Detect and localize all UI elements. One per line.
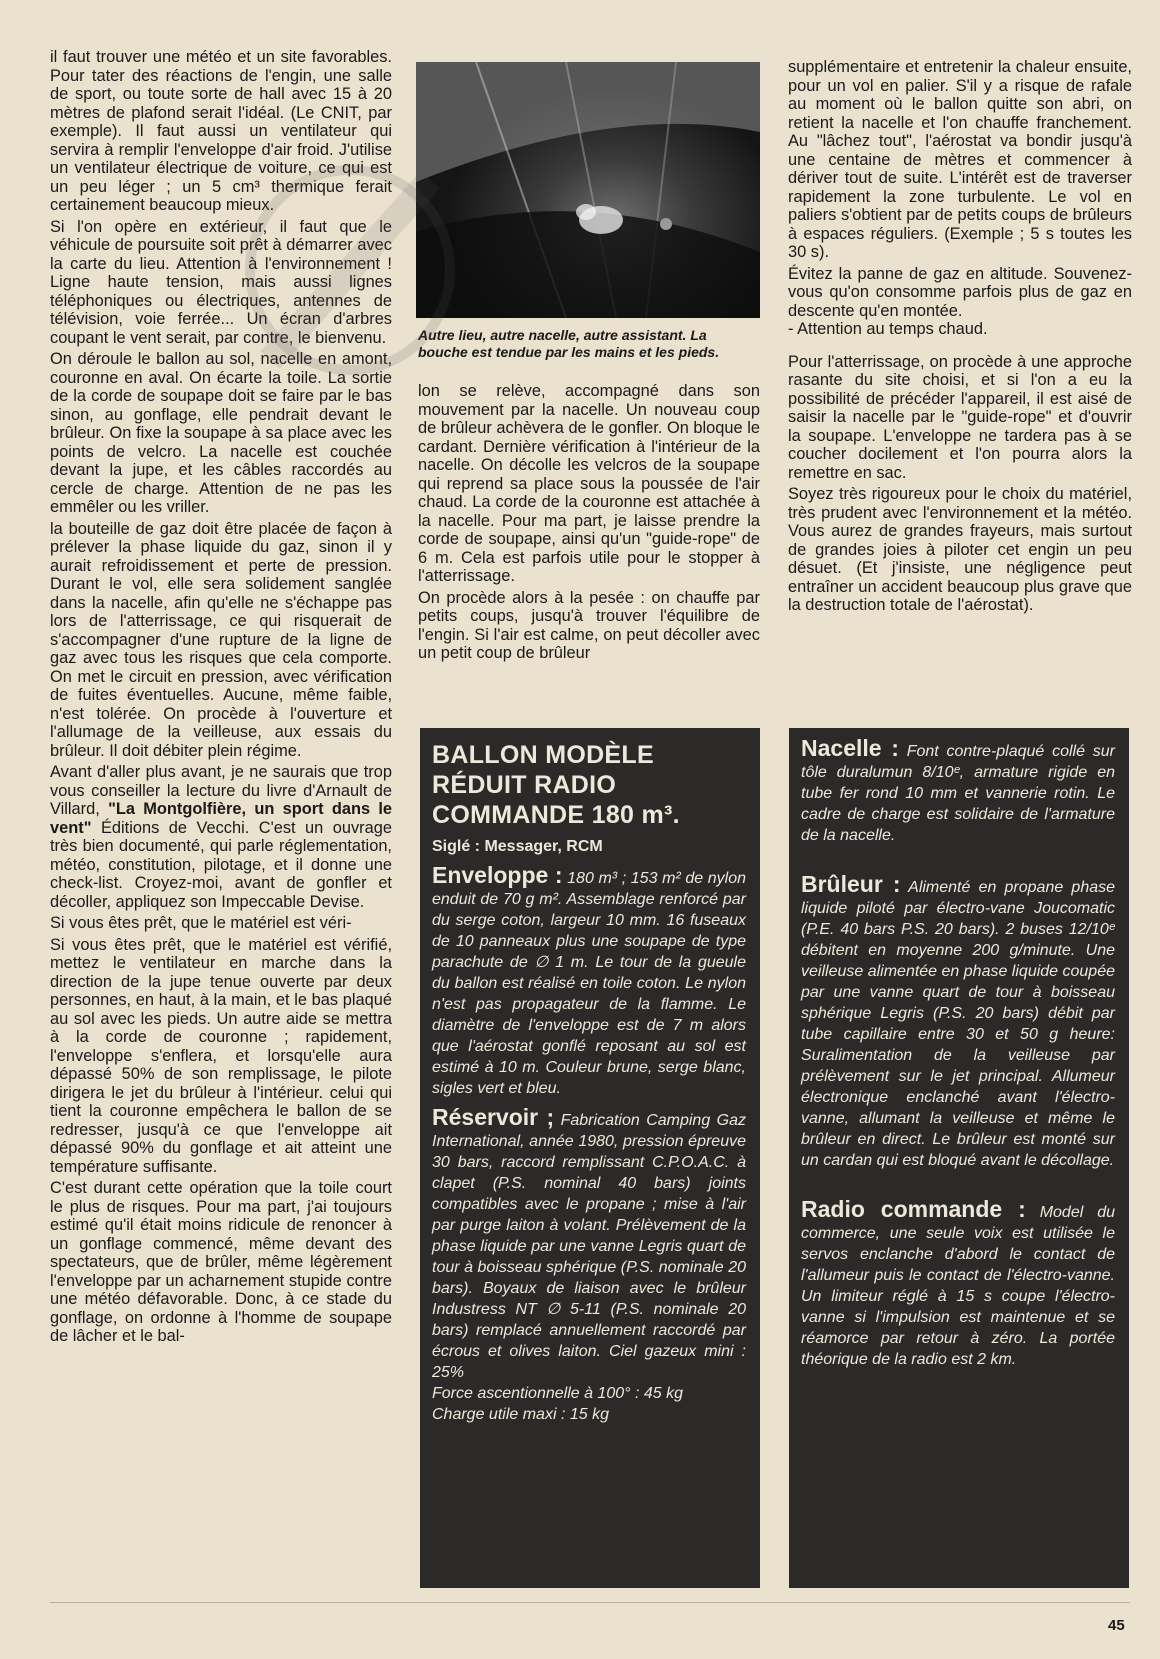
spec-section-enveloppe [432,862,747,1099]
article-column-1 [50,48,392,1349]
spec-section-nacelle [801,735,1115,846]
paragraph: Pour l'atterrissage, on procède à une approche rasante du site choisi, et si l'on a eu la possibilité de précéder l'appareil, il est aisé de saisir la nacelle par le "guide-rope" et d'ouvrir la soupape. L'enveloppe ne tardera pas à se coucher docilement et l'on pourra alors la remettre en sac. [788,352,1132,482]
spec-box-title-line: BALLON MODÈLE [432,741,654,769]
spec-box-balloon [420,728,760,1588]
spec-section-radio [801,1196,1115,1370]
spec-text: Fabrication Camping Gaz International, année 1980, pression épreuve 30 bars, raccord remplissant C.P.O.A.C. à clapet (P.S. nominal 40 bars) joints compatibles avec le propane ; mise à l'air par purge laiton à volant. Prélèvement de la phase liquide par une vanne Legris quart de tour à boisseau sphérique (P.S. nominale 20 bars). Boyaux de liaison avec le brûleur Industress NT ∅ 5-11 (P.S. nominale 20 bars) remplacé annuellement raccordé par écrous et olives laiton. Ciel gazeux mini : 25% [432,1112,747,1381]
paragraph: - Attention au temps chaud. [788,320,988,338]
spec-section-reservoir [432,1104,747,1383]
balloon-photo [416,62,760,318]
spec-box-title-line: RÉDUIT RADIO [432,771,617,799]
spec-box-title-line: COMMANDE 180 m³. [432,801,680,829]
spec-text: Font contre-plaqué collé sur tôle duralumun 8/10ᵉ, armature rigide en tube fer rond 10 mm et vannerie rotin. Le cadre de charge est solidaire de l'armature de la nacelle. [801,743,1115,844]
spec-text: Model du commerce, une seule voix est utilisée le servos enclanche d'abord le contact de l'allumeur puis le contact de l'électro-vanne. Un limiteur réglé à 15 s coupe l'électro-vanne si l'impulsion est maintenue et se réamorce par retour à zéro. La portée théorique de la radio est 2 km. [801,1204,1115,1368]
paragraph-book-reference [50,763,392,911]
paragraph-text: Éditions de Vecchi. C'est un ouvrage très bien documenté, qui parle réglementation, météo, constitution, pilotage, et il donne une check-list. Croyez-moi, avant de gonfler et décoller, appliquez son Impeccable Devise. [50,818,392,911]
paragraph: Si l'on opère en extérieur, il faut que le véhicule de poursuite soit prêt à démarrer avec la carte du lieu. Attention à l'environnement ! Ligne haute tension, mais aussi lignes téléphoniques ou électriques, antennes de télévision, voie ferrée... Un écran d'arbres coupant le vent serait, par contre, le bienvenu. [50,217,392,347]
spec-section-bruleur [801,871,1116,1171]
footer-rule [50,1602,1130,1603]
spec-box-equipment [789,728,1129,1588]
paragraph: C'est durant cette opération que la toile court le plus de risques. Pour ma part, j'ai toujours estimé qu'il était moins ridicule de renoncer à un gonflage commencé, même devant des spectateurs, que de brûler, même légèrement l'enveloppe par un acharnement stupide contre une météo défavorable. Donc, à ce stade du gonflage, on ordonne à l'homme de soupape de lâcher et le bal- [50,1179,392,1345]
paragraph: la bouteille de gaz doit être placée de façon à prélever la phase liquide du gaz, sinon il y aurait refroidissement et perte de pression. Durant le vol, elle sera solidement sanglée dans la nacelle, afin qu'elle ne s'échappe pas lors de l'atterrissage, ce qui risquerait de s'accompagner d'une rupture de la ligne de gaz avec tous les risques que cela comporte. On met le circuit en pression, avec vérification de fuites éventuelles. Aucune, même faible, n'est tolérée. On procède à l'ouverture et l'allumage de la veilleuse, aux essais du brûleur. Il doit débiter plein régime. [50,519,392,760]
paragraph: il faut trouver une météo et un site favorables. Pour tater des réactions de l'engin, une salle de sport, ou toute sorte de hall avec 15 à 20 mètres de plafond serait l'idéal. (Le CNIT, par exemple). Il faut aussi un ventilateur qui servira à remplir l'enveloppe d'air froid. J'utilise un ventilateur électrique de voiture, ce qui est un peu léger ; un 5 cm³ thermique ferait certainement beaucoup mieux. [50,48,392,214]
paragraph: Soyez très rigoureux pour le choix du matériel, très prudent avec l'environnement et la météo. Vous aurez de grandes frayeurs, mais surtout de grandes joies à piloter cet engin un peu désuet. (Et j'insiste, une négligence peut entraîner un accident beaucoup plus grave que la destruction totale de l'aérostat). [788,485,1132,614]
paragraph: lon se relève, accompagné dans son mouvement par la nacelle. Un nouveau coup de brûleur achèvera de le gonfler. On bloque le cardant. Dernière vérification à l'intérieur de la nacelle. On décolle les velcros de la soupape qui reprend sa place sous la poussée de l'air chaud. La corde de la couronne est attachée à la nacelle. Pour ma part, je laisse prendre la corde de soupape, ainsi qu'un "guide-rope" de 6 m. Cela est parfois utile pour le stopper à l'atterrissage. [418,382,760,585]
spec-text: Alimenté en propane phase liquide piloté par électro-vane Joucomatic (P.E. 40 bars P.S. 20 bars). 2 buses 12/10ᵉ débitent en moyenne 200 g/minute. Une veilleuse alimentée en phase liquide coupée par une vanne quart de tour à boisseau sphérique Legris (P.S. 20 bars) débit par tube capillaire entre 30 et 50 g heure: Suralimentation de la veilleuse par prélèvement sur le jet principal. Allumeur électronique enclanché avant l'électro-vanne, allumant la veilleuse et même le brûleur en direct. Le brûleur est monté sur un cardan qui est bloqué avant le décollage. [801,879,1116,1169]
spec-heading: Réservoir ; [432,1104,555,1130]
spec-heading: Radio commande : [801,1196,1026,1222]
paragraph: On procède alors à la pesée : on chauffe par petits coups, jusqu'à trouver l'équilibre de l'engin. Si l'air est calme, on peut décoller avec un petit coup de brûleur [418,588,760,662]
paragraph-text: Avant d'aller plus avant, je ne saurais que trop vous conseiller la lecture du livre d'Arnault de Villard, [50,763,392,818]
spec-charge-line: Charge utile maxi : 15 kg [432,1406,609,1423]
spec-heading: Nacelle : [801,735,899,761]
spec-box-subtitle: Siglé : Messager, RCM [432,838,603,855]
photo-caption: Autre lieu, autre nacelle, autre assistant. La bouche est tendue par les mains et les pieds. [418,327,720,360]
paragraph: On déroule le ballon au sol, nacelle en amont, couronne en aval. On écarte la toile. La sortie de la corde de soupape doit se faire par le bas sinon, au gonflage, elle pendrait devant le brûleur. On fixe la soupape à sa place avec les points de velcro. La nacelle est couchée devant la jupe, et les câbles raccordés au cercle de charge. Attention de ne pas les emmêler ou les vriller. [50,350,392,516]
spec-heading: Enveloppe : [432,862,563,888]
paragraph: Si vous êtes prêt, que le matériel est vérifié, mettez le ventilateur en marche dans la direction de la jupe tenue ouverte par deux personnes, en haut, à la main, et le bas plaqué au sol avec les pieds. Un autre aide se mettra à la corde de couronne ; rapidement, l'enveloppe s'enflera, et lorsqu'elle aura dépassé 50% de son remplissage, le pilote dirigera le jet du brûleur à l'intérieur. celui qui tient la couronne empêchera le ballon de se redresser, jusqu'à ce que l'enveloppe ait dépassé 90% du gonflage et ait atteint une température suffisante. [50,935,392,1176]
paragraph: Évitez la panne de gaz en altitude. Souvenez-vous qu'on consomme parfois plus de gaz en descente qu'en montée. [788,264,1132,320]
book-title: "La Montgolfière, un sport dans le vent" [50,800,392,837]
paragraph: supplémentaire et entretenir la chaleur ensuite, pour un vol en palier. S'il y a risque de rafale au moment où le ballon quitte son abri, on retient la nacelle et l'on chauffe franchement. Au "lâchez tout", l'aérostat va bondir jusqu'à une centaine de mètres et commencer à dériver tout de suite. L'intérêt est de traverser rapidement la zone turbulente. Le vol en paliers s'obtient par de petits coups de brûleurs à espaces réguliers. (Exemple ; 5 s toutes les 30 s). [788,58,1132,261]
spec-text: 180 m³ ; 153 m² de nylon enduit de 70 g m². Assemblage renforcé par du serge coton, largeur 10 mm. 16 fuseaux de 10 panneaux plus une soupape de type parachute de ∅ 1 m. Le tour de la gueule du ballon est réalisé en toile coton. Le nylon n'est pas propagateur de la flamme. Le diamètre de l'enveloppe est de 7 m alors que l'aérostat gonflé reposant au sol est estimé à 10 m. Couleur brune, serge blanc, sigles vert et bleu. [432,870,747,1097]
page-number: 45 [1108,1617,1125,1634]
article-column-2 [418,382,760,666]
spec-box-title [432,740,746,830]
paragraph: Si vous êtes prêt, que le matériel est véri- [50,914,352,932]
spec-heading: Brûleur : [801,871,901,897]
article-column-3 [788,58,1132,618]
spec-force-line: Force ascentionnelle à 100° : 45 kg [432,1385,683,1402]
balloon-photo-image [416,62,760,318]
